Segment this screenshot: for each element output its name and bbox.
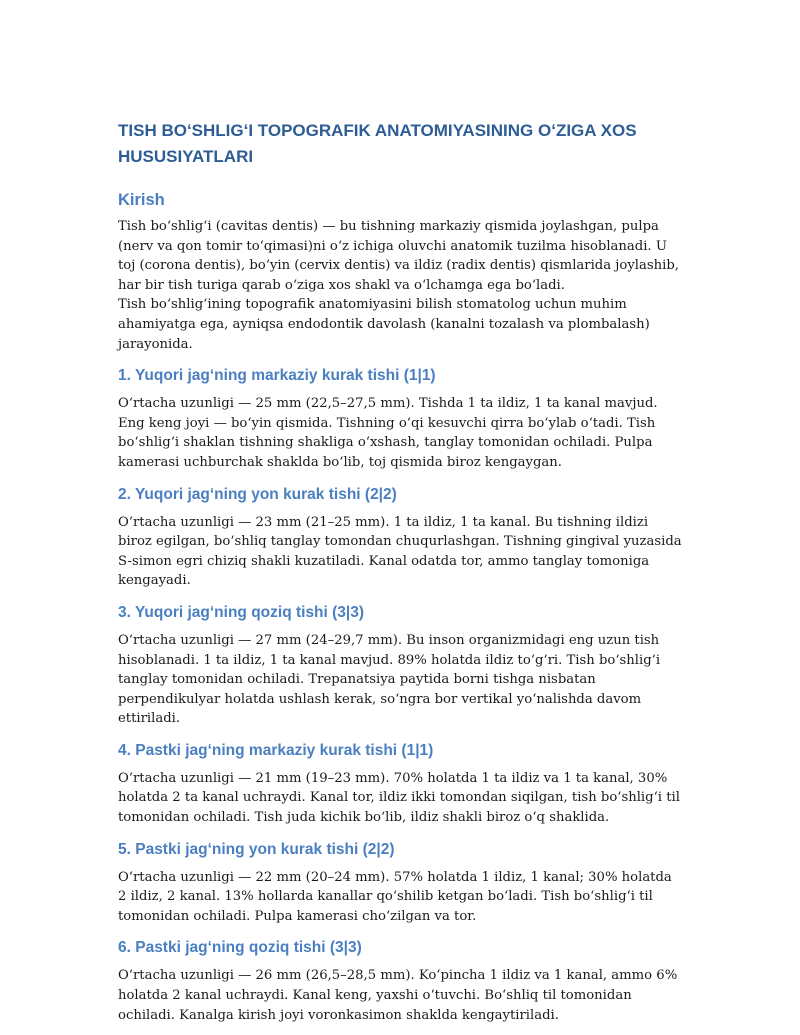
intro-heading: Kirish <box>118 191 165 209</box>
section-paragraph: Oʻrtacha uzunligi — 27 mm (24–29,7 mm). Bu inson organizmidagi eng uzun tish hisoblanadi. 1 ta ildiz, 1 ta kanal mavjud. 89% holatda ildiz toʻgʻri. Tish boʻshligʻi tanglay tomonidan ochiladi. Trepanatsiya paytida borni tishga nisbatan perpendikulyar holatda ushlash kerak, soʻngra bor vertikal yoʻnalishda davom ettiriladi. <box>118 632 661 727</box>
section-heading: 2. Yuqori jagʻning yon kurak tishi (2|2) <box>118 485 397 503</box>
section-heading: 6. Pastki jagʻning qoziq tishi (3|3) <box>118 939 362 957</box>
section-paragraph: Oʻrtacha uzunligi — 21 mm (19–23 mm). 70% holatda 1 ta ildiz va 1 ta kanal, 30% holatda 2 ta kanal uchraydi. Kanal tor, ildiz ikki tomondan siqilgan, tish boʻshligʻi til tomonidan ochiladi. Tish juda kichik boʻlib, ildiz shakli biroz oʻq shaklida. <box>118 770 680 826</box>
section-heading: 4. Pastki jagʻning markaziy kurak tishi (1|1) <box>118 741 434 759</box>
intro-section <box>118 190 682 354</box>
section-upper-central-incisor <box>118 366 682 472</box>
section-paragraph: Oʻrtacha uzunligi — 26 mm (26,5–28,5 mm). Koʻpincha 1 ildiz va 1 kanal, ammo 6% holatda 2 kanal uchraydi. Kanal keng, yaxshi oʻtuvchi. Boʻshliq til tomonidan ochiladi. Kanalga kirish joyi voronkasimon shaklda kengaytiriladi. <box>118 968 678 1023</box>
intro-paragraph: Tish boʻshligʻining topografik anatomiyasini bilish stomatolog uchun muhim ahamiyatga ega, ayniqsa endodontik davolash (kanalni tozalash va plombalash) jarayonida. <box>118 297 650 352</box>
section-upper-lateral-incisor <box>118 485 682 591</box>
section-upper-canine <box>118 603 682 729</box>
section-lower-central-incisor <box>118 741 682 828</box>
section-paragraph: Oʻrtacha uzunligi — 23 mm (21–25 mm). 1 ta ildiz, 1 ta kanal. Bu tishning ildizi biroz egilgan, boʻshliq tanglay tomondan chuqurlashgan. Tishning gingival yuzasida S-simon egri chiziq shakli kuzatiladi. Kanal odatda tor, ammo tanglay tomoniga kengayadi. <box>118 514 682 589</box>
section-lower-lateral-incisor <box>118 840 682 927</box>
section-paragraph: Oʻrtacha uzunligi — 22 mm (20–24 mm). 57% holatda 1 ildiz, 1 kanal; 30% holatda 2 ildiz, 2 kanal. 13% hollarda kanallar qoʻshilib ketgan boʻladi. Tish boʻshligʻi til tomonidan ochiladi. Pulpa kamerasi choʻzilgan va tor. <box>118 869 672 924</box>
intro-paragraph: Tish boʻshligʻi (cavitas dentis) — bu tishning markaziy qismida joylashgan, pulpa (nerv va qon tomir toʻqimasi)ni oʻz ichiga oluvchi anatomik tuzilma hisoblanadi. U toj (corona dentis), boʻyin (cervix dentis) va ildiz (radix dentis) qismlarida joylashib, har bir tish turiga qarab oʻziga xos shakl va oʻlchamga ega boʻladi. <box>118 219 679 293</box>
section-heading: 3. Yuqori jagʻning qoziq tishi (3|3) <box>118 603 365 621</box>
document-title: TISH BOʻSHLIGʻI TOPOGRAFIK ANATOMIYASINING OʻZIGA XOS HUSUSIYATLARI <box>118 121 637 166</box>
section-heading: 5. Pastki jagʻning yon kurak tishi (2|2) <box>118 840 395 858</box>
section-paragraph: Oʻrtacha uzunligi — 25 mm (22,5–27,5 mm). Tishda 1 ta ildiz, 1 ta kanal mavjud. Eng keng joyi — boʻyin qismida. Tishning oʻqi kesuvchi qirra boʻylab oʻtadi. Tish boʻshligʻi shaklan tishning shakliga oʻxshash, tanglay tomonidan ochiladi. Pulpa kamerasi uchburchak shaklda boʻlib, toj qismida biroz kengaygan. <box>118 396 658 470</box>
section-lower-canine <box>118 938 682 1025</box>
section-heading: 1. Yuqori jagʻning markaziy kurak tishi (1|1) <box>118 367 436 385</box>
